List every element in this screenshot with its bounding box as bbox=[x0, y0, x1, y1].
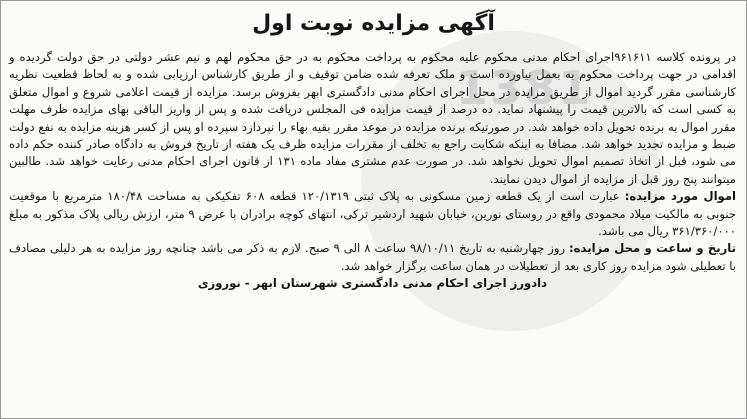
auction-date-section bbox=[9, 240, 736, 275]
property-description: عبارت است از یک قطعه زمین مسکونی به پلاک ثبتی ۱۲۰/۱۳۱۹ قطعه ۶۰۸ تفکیکی به مساحت ۱۸۰/۴۸ مترمربع با موقعیت جنوبی به مالکیت میلاد محمودی واقع در روستای نورین، خیابان شهید اردشیر ترکی، انتهای کوچه برادران با عرض ۹ متر، ارزش ریالی پلاک مذکور به مبلغ ۳۶۱/۳۶۰/۰۰۰ ریال می باشد. bbox=[9, 189, 736, 239]
property-section bbox=[9, 188, 736, 240]
auction-date-label: تاریخ و ساعت و محل مزایده: bbox=[569, 241, 737, 256]
notice-paragraph-main: در پرونده کلاسه ۹۶۱۶۱۱اجرای احکام مدنی محکوم علیه محکوم به پرداخت محکوم به در حق محکوم لهم و نیم عشر دولتی در حق دولت گردیده و اقدامی در جهت پرداخت محکوم به بعمل نیاورده است و ملک تعرفه شده ضامن توقیف و از طریق کارشناس ارزیابی شده و به لحاظ قطعیت نظریه کارشناسی مقرر گردید اموال از طریق مزایده در محل اجرای احکام مدنی دادگستری ابهر بفروش برسد. مزایده از قیمت اعلامی شروع و اموال متعلق به کسی است که بالاترین قیمت را پیشنهاد نماید. ده درصد از قیمت مزایده فی المجلس دریافت شده و پس از واریز الباقی بهای مزایده ظرف مهلت مقرر اموال به برنده تحویل داده خواهد شد. در صورتیکه برنده مزایده در موعد مقرر بقیه بهاء را نپردازد سپرده او پس از کسر هزینه مزایده به نفع دولت ضبط و مزایده تجدید خواهد شد. مضافا به اینکه شکایت راجع به تخلف از مقررات مزایده ظرف یک هفته از تاریخ فروش به دادگاه صادر کننده حکم داده می شود، قبل از اتخاذ تصمیم اموال تحویل نخواهد شد. در صورت عدم مشتری مفاد ماده ۱۳۱ از قانون اجرای احکام مدنی رعایت خواهد شد. طالبین میتوانند پنج روز قبل از مزایده از اموال دیدن نمایند. bbox=[9, 50, 736, 186]
property-label: اموال مورد مزایده: bbox=[624, 189, 736, 204]
auction-date-description: روز چهارشنبه به تاریخ ۹۸/۱۰/۱۱ ساعت ۸ الی ۹ صبح. لازم به ذکر می باشد چنانچه روز مزایده به هر دلیلی مصادف با تعطیلی شود مزایده روز کاری بعد از تعطیلات در همان ساعت برگزار خواهد شد. bbox=[9, 241, 736, 273]
notice-signature: دادورز اجرای احکام مدنی دادگستری شهرستان ابهر - نوروزی bbox=[197, 276, 548, 291]
watermark-number: 1381 bbox=[456, 61, 593, 115]
notice-body bbox=[9, 49, 736, 293]
notice-title: آگهی مزایده نوبت اول bbox=[252, 11, 495, 36]
